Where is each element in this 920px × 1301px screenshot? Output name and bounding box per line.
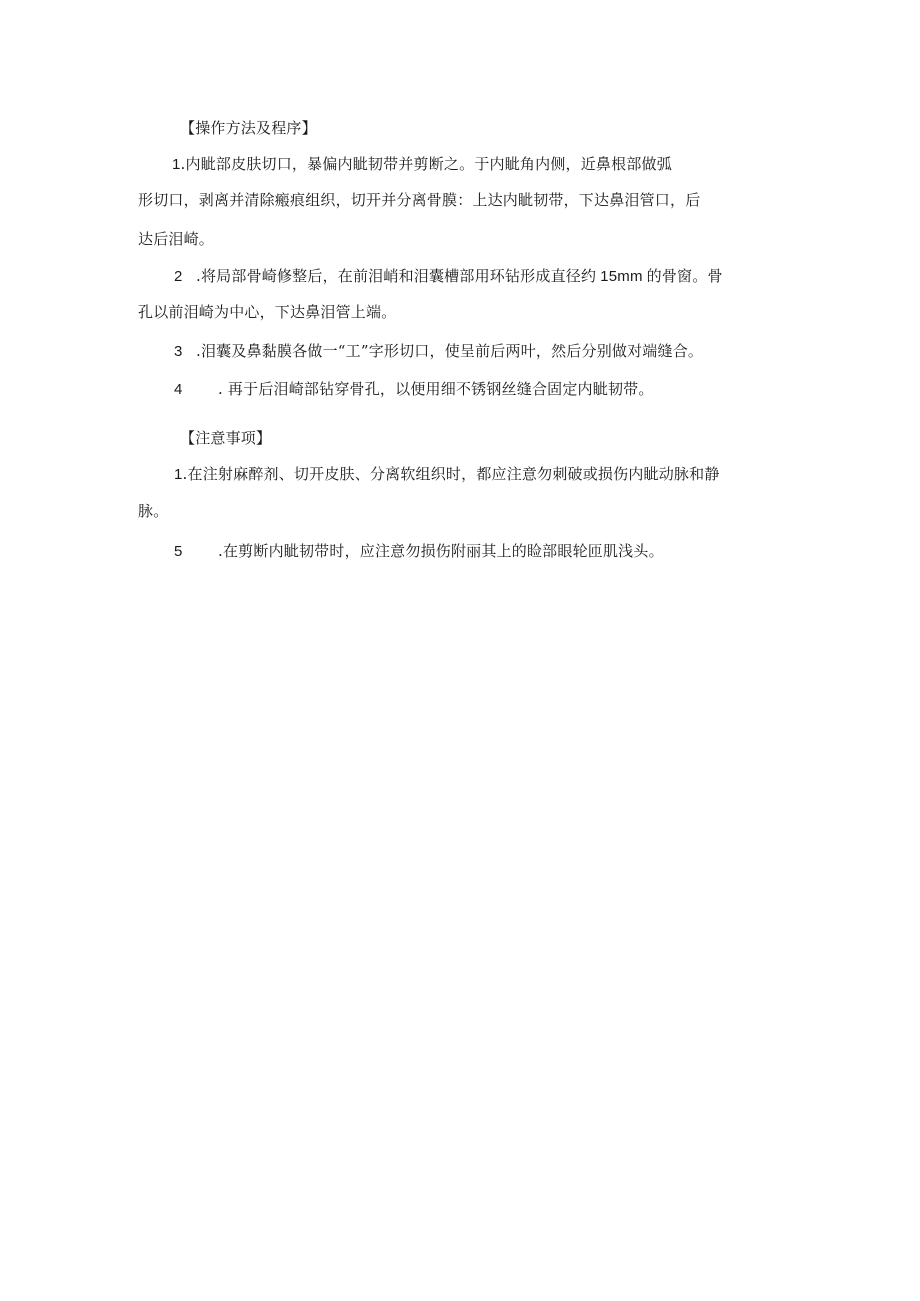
step-text: .泪囊及鼻黏膜各做一“工”字形切口，使呈前后两叶，然后分别做对端缝合。 [196, 342, 704, 360]
precaution-1-line-1 [174, 464, 720, 485]
procedure-step-4-line-1 [174, 379, 654, 400]
procedure-step-1-line-3: 达后泪崎。 [138, 230, 215, 248]
step-text-end: 的骨窗。骨 [646, 267, 723, 285]
precaution-text: .在注射麻醉剂、切开皮肤、分离软组织时，都应注意勿刺破或损伤内眦动脉和静 [182, 465, 720, 483]
procedure-step-1-line-1 [172, 154, 672, 175]
section-heading-precautions: 【注意事项】 [180, 429, 272, 447]
precaution-2-line-1 [174, 541, 664, 562]
section-heading-procedure: 【操作方法及程序】 [180, 119, 317, 137]
step-number: 4 [174, 381, 183, 398]
step-number: 3 [174, 343, 183, 360]
precaution-text: .在剪断内眦韧带时，应注意勿损伤附丽其上的睑部眼轮匝肌浅头。 [218, 542, 664, 560]
step-text: .将局部骨崎修整后，在前泪峭和泪囊槽部用环钻形成直径约 [196, 267, 597, 285]
step-text: .内眦部皮肤切口，暴偏内眦韧带并剪断之。于内眦角内侧，近鼻根部做弧 [180, 155, 672, 173]
procedure-step-2-line-1 [174, 266, 723, 287]
precaution-number: 1 [174, 466, 183, 483]
procedure-step-1-line-2: 形切口，剥离并清除瘢痕组织，切开并分离骨膜：上达内眦韧带，下达鼻泪管口，后 [138, 191, 701, 209]
precaution-1-line-2: 脉。 [138, 502, 169, 520]
step-measurement: 15mm [600, 268, 643, 285]
step-text: . 再于后泪崎部钻穿骨孔，以便用细不锈钢丝缝合固定内眦韧带。 [218, 380, 654, 398]
precaution-number: 5 [174, 543, 183, 560]
procedure-step-3-line-1 [174, 341, 703, 362]
procedure-step-2-line-2: 孔以前泪崎为中心，下达鼻泪管上端。 [138, 303, 397, 321]
step-number: 1 [172, 156, 181, 173]
step-number: 2 [174, 268, 183, 285]
